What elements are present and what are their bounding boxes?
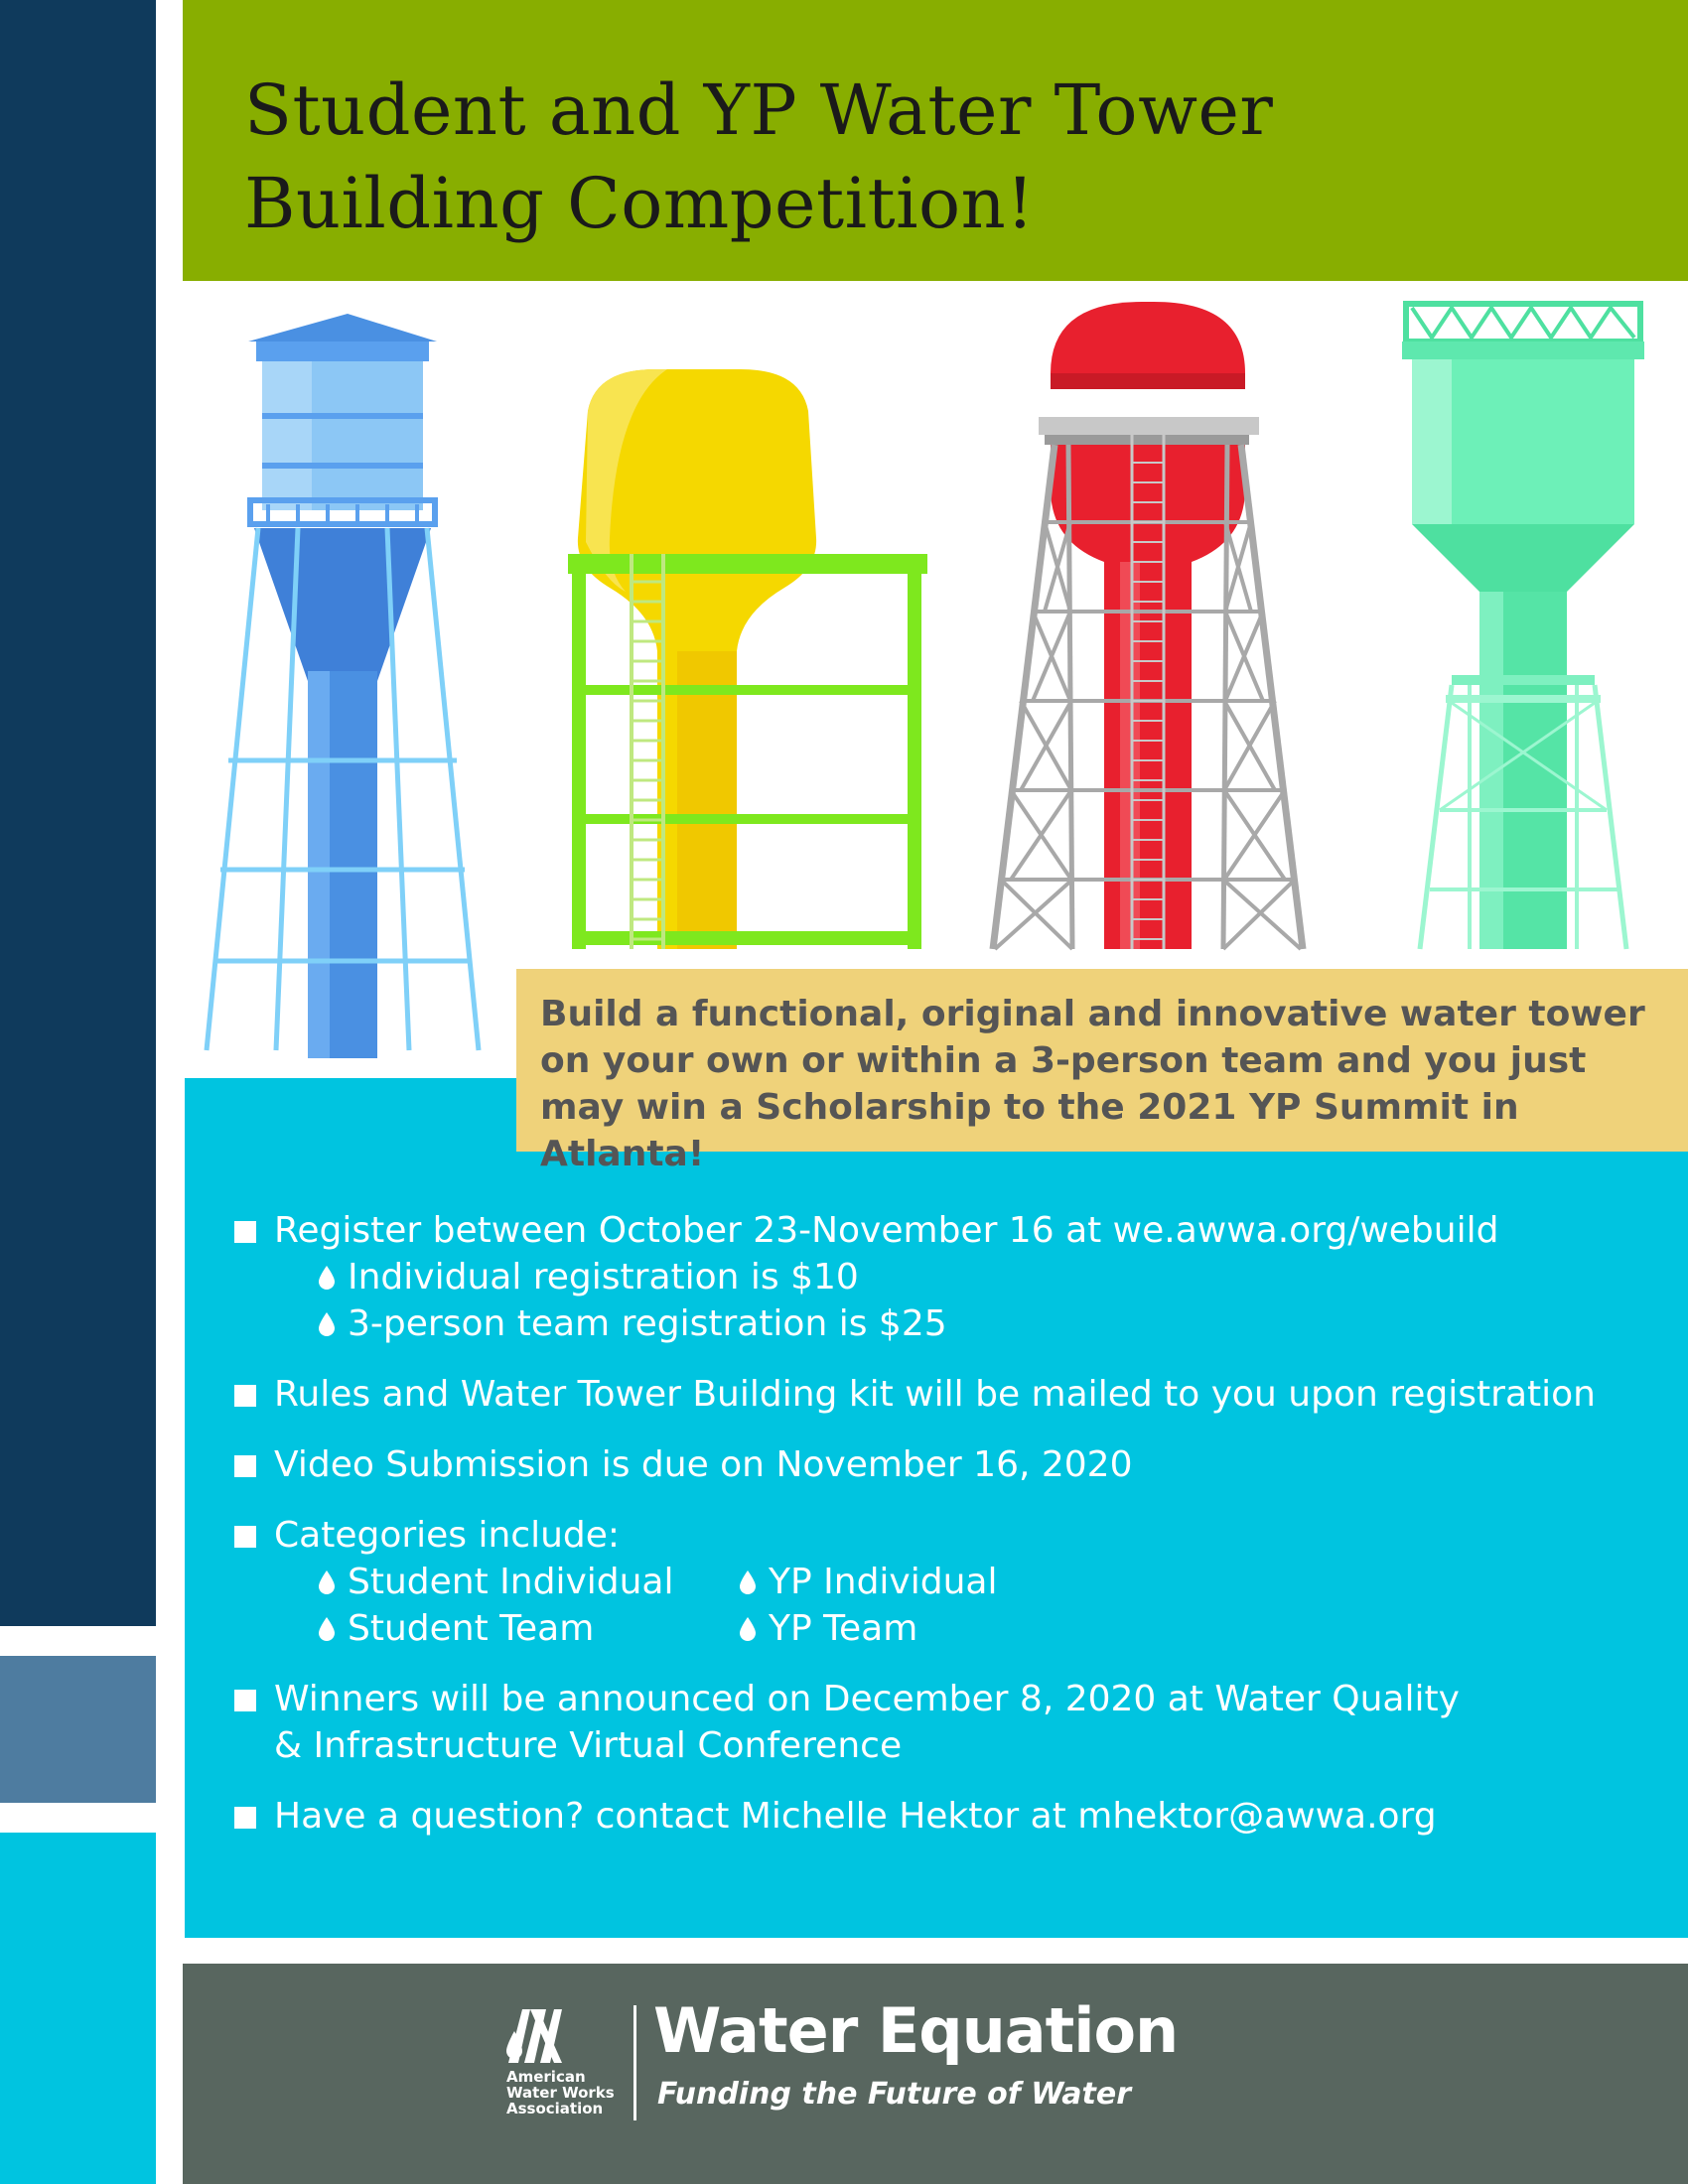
callout-box <box>516 969 1688 1174</box>
registration-fees-list <box>274 1254 1664 1347</box>
square-bullet-icon <box>234 1807 256 1829</box>
sidebar-navy-block <box>0 0 156 1626</box>
categories-text: Categories include: <box>274 1515 621 1556</box>
water-towers-illustration <box>189 294 1678 1058</box>
list-item <box>739 1559 1160 1605</box>
category-label: YP Team <box>769 1608 918 1649</box>
square-bullet-icon <box>234 1526 256 1548</box>
page-title <box>244 64 1273 250</box>
list-item-winners <box>234 1676 1664 1769</box>
title-line-2: Building Competition! <box>244 163 1035 244</box>
water-drop-icon <box>318 1616 336 1642</box>
list-item-video <box>234 1441 1664 1488</box>
video-text: Video Submission is due on November 16, 2020 <box>274 1444 1133 1485</box>
brand-title: Water Equation <box>653 1994 1179 2067</box>
callout-text <box>540 991 1688 1177</box>
water-drop-icon <box>739 1570 757 1595</box>
rules-text: Rules and Water Tower Building kit will be mailed to you upon registration <box>274 1374 1596 1415</box>
sidebar-cyan-block <box>0 1833 156 2184</box>
blue-water-tower <box>207 314 479 1058</box>
red-water-tower <box>993 302 1303 949</box>
callout-line-2: on your own or within a 3-person team and you just <box>540 1040 1587 1081</box>
water-drop-icon <box>318 1265 336 1291</box>
category-label: Student Team <box>348 1608 595 1649</box>
list-item-register <box>234 1207 1664 1347</box>
category-label: YP Individual <box>769 1562 998 1602</box>
title-line-1: Student and YP Water Tower <box>244 69 1274 151</box>
green-water-tower <box>1402 304 1644 949</box>
team-fee-text: 3-person team registration is $25 <box>348 1303 947 1344</box>
org-name <box>506 2069 626 2116</box>
register-text: Register between October 23-November 16 at we.awwa.org/webuild <box>274 1210 1499 1251</box>
question-text: Have a question? contact Michelle Hektor at mhektor@awwa.org <box>274 1796 1437 1837</box>
individual-fee-text: Individual registration is $10 <box>348 1257 859 1297</box>
categories-column-yp <box>739 1559 1160 1652</box>
footer-divider <box>633 2005 636 2120</box>
list-item <box>318 1605 739 1652</box>
water-drop-icon <box>318 1570 336 1595</box>
water-drop-icon <box>739 1616 757 1642</box>
water-drop-icon <box>318 1311 336 1337</box>
winners-line-1: Winners will be announced on December 8, 2020 at Water Quality <box>274 1679 1460 1719</box>
callout-line-3: may win a Scholarship to the 2021 YP Summit in Atlanta! <box>540 1087 1519 1174</box>
list-item-question <box>234 1793 1664 1840</box>
details-list <box>234 1207 1664 1863</box>
list-item-categories <box>234 1512 1664 1652</box>
square-bullet-icon <box>234 1690 256 1711</box>
category-label: Student Individual <box>348 1562 674 1602</box>
list-item <box>318 1300 1664 1347</box>
header-banner <box>183 0 1688 281</box>
yellow-water-tower <box>568 369 927 949</box>
square-bullet-icon <box>234 1385 256 1407</box>
categories-columns <box>274 1559 1664 1652</box>
square-bullet-icon <box>234 1455 256 1477</box>
org-name-line: Water Works <box>506 2084 615 2102</box>
callout-line-1: Build a functional, original and innovative water tower <box>540 994 1645 1034</box>
square-bullet-icon <box>234 1221 256 1243</box>
list-item <box>318 1559 739 1605</box>
org-name-line: American <box>506 2068 586 2086</box>
awwa-logo-icon <box>504 2005 584 2065</box>
winners-line-2: & Infrastructure Virtual Conference <box>274 1725 903 1766</box>
org-name-line: Association <box>506 2100 604 2117</box>
footer-banner <box>183 1964 1688 2184</box>
list-item <box>318 1254 1664 1300</box>
sidebar-steel-block <box>0 1656 156 1803</box>
list-item-rules <box>234 1371 1664 1418</box>
list-item <box>739 1605 1160 1652</box>
categories-column-student <box>274 1559 739 1652</box>
brand-tagline: Funding the Future of Water <box>657 2077 1132 2112</box>
